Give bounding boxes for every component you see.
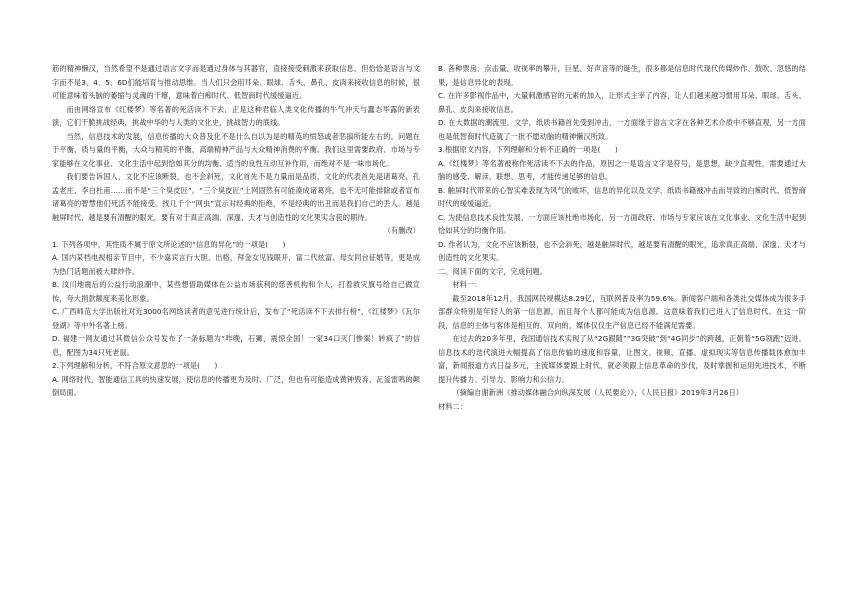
right-paragraph: 材料二： xyxy=(438,401,468,411)
left-paragraph: D. 福建一网友通过其微信公众号发布了一条标题为“咋晚，石狮，震惊全国！一家34口灭门惨案！转疯了”的信息，配图为34只死老鼠。 xyxy=(52,334,420,357)
right-paragraph: 截至2018年12月，我国网民规模达8.29亿，互联网普及率为59.6%。新闻客户端和各类社交媒体成为很多手部群众特别是年轻人的第一信息源，而且每个人都可能成为信息源。这意味着我们已进入了信息时代。在这一阶段，信息的主体与客体是相互的、双向的，媒体仅仅生产信息已经不能满足需要。 xyxy=(438,293,806,330)
left-paragraph: 我们要告诉国人，文化不应该断裂，也不会斜死，文化首先不是力量而是品质，文化的代表首先是诸葛亮、孔孟老庄、李白杜甫……而不是“三个臭皮匠”。“三个臭皮匠”上网固然有可能凑成诸葛亮，也不无可能排除或者宣布诸葛亮的智慧他们死活不能接受。找几千个“网虫”宣示对经典的拒绝，不是经典的出丑而是我们自己的丢人。越是触屏时代，越是要有清醒的眼光，要有对于真正高端、深邃、天才与创造性的文化果实含苞的期待。 xyxy=(52,172,420,222)
right-column xyxy=(438,62,806,413)
left-paragraph: 而由网络宣布《红楼梦》等名著的死活读不下去，正是这种君临人类文化传播的牛气冲天与蠢态毕露的新表演，它们干脆挑战经典，挑战中华的与人类的文化史，挑战智力的底线。 xyxy=(52,104,420,127)
right-paragraph: 3.根据原文内容，下列理解和分析不正确的一项是( ) xyxy=(438,145,618,154)
left-column xyxy=(52,62,420,400)
left-paragraph: 2.下列理解和分析，不符合原文意思的一项是( ) xyxy=(52,361,218,370)
right-paragraph: D. 在大数据的潮流里，文学，纸质书籍首先受到冲击，一方面缘于语言文字在各种艺术介质中不够直观，另一方面也是低智商时代造就了一批不愿动脑的精神懒汉所致。 xyxy=(438,118,806,141)
left-paragraph: 当然，信息技术的发展，信息传播的大众普及化不是什么自以为是的精英的愤怒或者恶搞所能左右的。问题在于平衡，质与量的平衡，大众与精英的平衡，高端精神产品与大众精神消费的平衡。我们这里需要政府、市场与专家能够在文化事业、文化生活中起到恰如其分的均衡、适当的良性互动互补作用，而绝对不是一味市场化。 xyxy=(52,131,420,168)
left-paragraph: C. 广西师范大学出版社对近3000名网络读者的意见进行统计后，发布了“死活读不下去排行榜”，《红楼梦》《瓦尔登湖》等中外名著上榜。 xyxy=(52,307,420,330)
left-paragraph: A. 网络时代，智能通信工具的快速发展，使信息的传播更为及时、广泛，但也有可能造成黄钟毁弃、瓦釜雷鸣的颠倒局面。 xyxy=(52,374,420,397)
left-paragraph: 筋的精神懒汉，当然希望不是通过语言文字而是通过身体与其器官，直接接受刺激来获取信息。但恰恰是语言与文字而不是3、4、5、6D们能培育与推动思维。当人们只会用耳朵、眼球、舌头、鼻孔、皮肉来接收信息的时候，很可能意味着头脑的萎缩与灵魂的干瘪，意味着白痴时代、低智商时代缓缓逼近。 xyxy=(52,64,420,100)
right-paragraph: B. 各种票房、点击量、收视率的攀升，巨星、好声音等的诞生，很多都是信息时代现代传媒炒作、鼓吹、忽悠的结果，是信息异化的表现。 xyxy=(438,64,806,87)
left-paragraph: 1. 下列各项中，其性质不属于原文所论述的“信息的异化”的一项是( ) xyxy=(52,239,286,249)
left-paragraph: A. 国内某档电视相亲节目中，不少嘉宾言行大胆、出格，拜金女见钱眼开，富二代炫富、母女同台征婚等，更是成为热门话题而被大肆炒作。 xyxy=(52,253,420,276)
right-paragraph: 在过去的20多年里，我国通信技术实现了从“2G跟随”“3G突破”到“4G同步”的跨越，正朝着“5G领跑”迈进。信息技术的迭代演进大幅提高了信息传输的速度和容量，让图文、视频、直播、虚拟现实等信息传播载体愈加丰富，新闻报道方式日益多元，主流媒体要跟上时代，就必须跟上信息革命的步伐，及时掌握和运用先进技术，不断提升传播力、引导力、影响力和公信力。 xyxy=(438,334,806,384)
right-paragraph: 二、阅读下面的文字，完成问题。 xyxy=(438,266,548,276)
right-paragraph: C. 为使信息技术良性发展，一方面应该杜绝市场化，另一方面政府、市场与专家应该在文化事业、文化生活中起到恰如其分的均衡作用。 xyxy=(438,212,806,235)
right-paragraph: 材料一： xyxy=(452,280,482,289)
left-paragraph: B. 汶川地震后的公益行动浪潮中，某些想借助媒体在公益市场获利的慈善机构和个人，打着救灾旗号给自己做宣传，夸大捐款额度来美化形象。 xyxy=(52,280,420,303)
right-paragraph: B. 触屏时代带来的心智实难表现为风气的败坏，信息的异化以及文学、纸质书籍被冲击而导致的白痴时代、低智商时代的缓缓逼近。 xyxy=(438,185,806,208)
left-paragraph: （有删改） xyxy=(383,226,420,235)
right-paragraph: A.《红楼梦》等名著被称作死活读不下去的作品，原因之一是语言文字是符号，是思想，缺少直观性，需要通过大脑的感受、解读、联想、思考，才能传递足够的信息。 xyxy=(438,158,806,181)
right-paragraph: C. 在许多影视作品中，大量刺激感官的元素的加入，让形式主宰了内容，让人们越来越习惯用耳朵、眼球、舌头、鼻孔、皮肉来接收信息。 xyxy=(438,91,806,114)
right-paragraph: （摘编自谢新洲《推动媒体融合向纵深发展（人民要论）》，《人民日报》2019年3月26日） xyxy=(452,388,744,397)
right-paragraph: D. 作者认为，文化不应该断裂，也不会斜死，越是触屏时代，越是要有清醒的眼光，追求真正高端、深邃、天才与创造性的文化果实。 xyxy=(438,239,806,262)
